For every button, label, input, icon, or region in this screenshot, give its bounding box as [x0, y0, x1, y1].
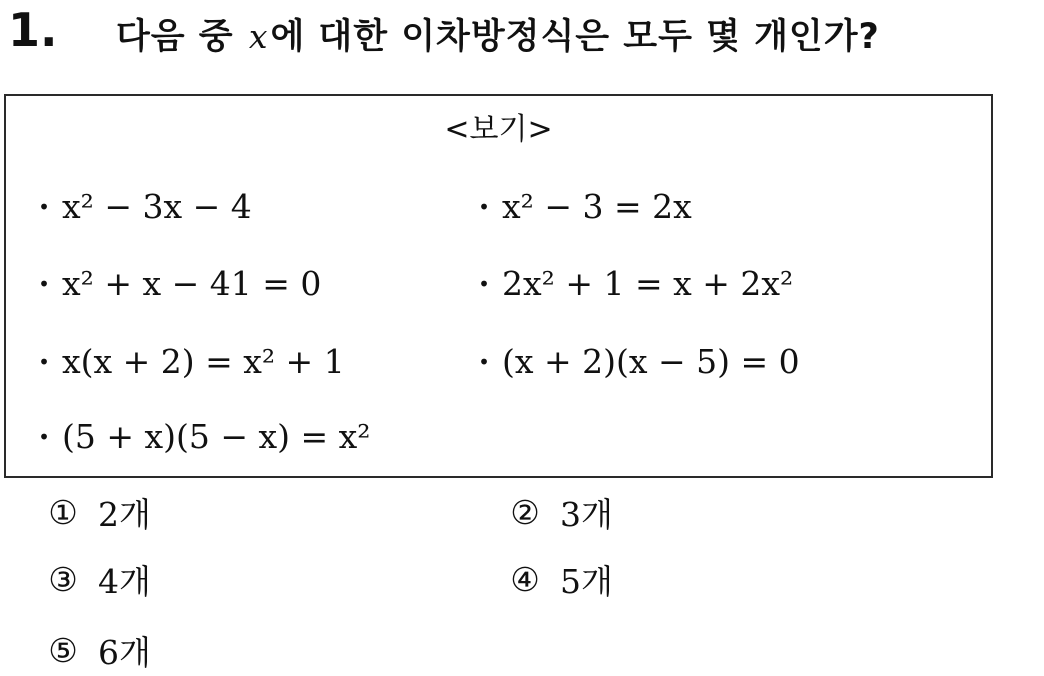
- answer-option-1[interactable]: [46, 490, 151, 534]
- option-marker: ②: [510, 492, 540, 532]
- question-number: 1.: [8, 3, 58, 57]
- bullet-icon: •: [478, 350, 490, 374]
- option-text: 4개: [98, 561, 151, 601]
- expression-text: x² − 3 = 2x: [502, 187, 692, 226]
- bullet-icon: •: [38, 425, 50, 449]
- expression-text: (x + 2)(x − 5) = 0: [502, 342, 800, 381]
- answer-option-4[interactable]: [508, 557, 613, 601]
- option-marker: ①: [48, 492, 78, 532]
- answer-option-5[interactable]: [46, 628, 151, 672]
- option-marker: ⑤: [48, 630, 78, 670]
- example-box-title: <보기>: [444, 112, 553, 147]
- expression-text: x² + x − 41 = 0: [62, 264, 322, 303]
- example-item: [476, 259, 793, 309]
- expression-text: x(x + 2) = x² + 1: [62, 342, 345, 381]
- bullet-icon: •: [478, 195, 490, 219]
- answer-option-3[interactable]: [46, 557, 151, 601]
- option-text: 6개: [98, 632, 151, 672]
- bullet-icon: •: [38, 195, 50, 219]
- expression-text: 2x² + 1 = x + 2x²: [502, 264, 794, 303]
- question-stem-after: 에 대한 이차방정식은 모두 몇 개인가?: [270, 17, 880, 57]
- example-item: [36, 412, 370, 462]
- expression-text: x² − 3x − 4: [62, 187, 252, 226]
- answer-option-2[interactable]: [508, 490, 613, 534]
- question-stem: [116, 14, 880, 60]
- bullet-icon: •: [38, 350, 50, 374]
- example-item: [476, 182, 692, 232]
- question-variable: x: [248, 17, 269, 56]
- option-text: 3개: [560, 494, 613, 534]
- option-text: 5개: [560, 561, 613, 601]
- example-item: [476, 337, 800, 387]
- example-item: [36, 182, 252, 232]
- bullet-icon: •: [478, 272, 490, 296]
- option-marker: ④: [510, 559, 540, 599]
- example-item: [36, 259, 321, 309]
- example-item: [36, 337, 345, 387]
- option-text: 2개: [98, 494, 151, 534]
- example-box: [4, 94, 993, 478]
- option-marker: ③: [48, 559, 78, 599]
- bullet-icon: •: [38, 272, 50, 296]
- expression-text: (5 + x)(5 − x) = x²: [62, 417, 371, 456]
- question-stem-before: 다음 중: [116, 17, 247, 57]
